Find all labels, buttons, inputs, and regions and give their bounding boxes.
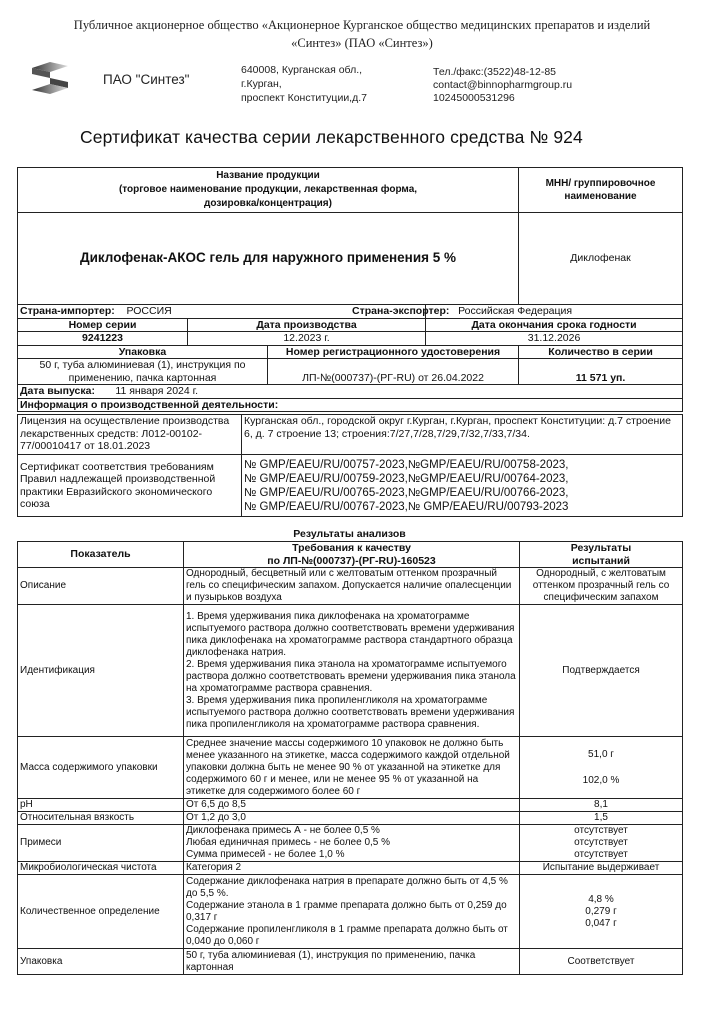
result (520, 825, 683, 862)
header-line: наименование (564, 191, 637, 202)
result-line: 51,0 г (588, 748, 614, 760)
gmp-label: Сертификат соответствия требованиям Правил надлежащей производственной практики Евразийского экономического союза (18, 455, 242, 517)
indicator: Упаковка (18, 949, 184, 975)
result-line: отсутствует (574, 849, 628, 860)
result-line: 4,8 % (588, 893, 614, 905)
header-line: Название продукции (216, 170, 320, 181)
table-row (18, 862, 683, 875)
indicator: Количественное определение (18, 875, 184, 949)
result-line: 0,279 г (585, 905, 617, 917)
gmp-cert: № GMP/EAEU/RU/00765-2023,№GMP/EAEU/RU/00766-2023, (244, 486, 569, 499)
indicator: Идентификация (18, 605, 184, 737)
company-name: ПАО "Синтез" (103, 72, 190, 87)
result: Соответствует (520, 949, 683, 975)
result: 1,5 (520, 812, 683, 825)
req-line: Содержание диклофенака натрия в препарате должно быть от 4,5 % до 5,5 %. (186, 875, 508, 899)
org-line-2: «Синтез» (ПАО «Синтез») (291, 36, 433, 50)
expiry-value: 31.12.2026 (426, 332, 683, 346)
gmp-list (242, 455, 683, 517)
requirement (184, 605, 520, 737)
req-line: Сумма примесей - не более 1,0 % (186, 849, 345, 860)
inn-header (519, 168, 683, 213)
table-row (18, 949, 683, 975)
qty-label: Количество в серии (519, 345, 683, 359)
release-value: 11 января 2024 г. (115, 385, 199, 397)
results-title: Результаты анализов (293, 528, 406, 540)
license-label: Лицензия на осуществление производства лекарственных средств: Л012-00102-77/00010417 от 18.01.2023 (18, 415, 242, 455)
requirement: Среднее значение массы содержимого 10 упаковок не должно быть менее указанного на этикетке, масса содержимого каждой отдельной упаковки должна быть не менее 90 % от указанной на этикетке для содержимого 60 г и менее, или не менее 95 % от указанной на этикетке для содержимого более 60 г (184, 737, 520, 799)
indicator: Описание (18, 568, 184, 605)
exporter-value: Российская Федерация (458, 305, 573, 317)
qty-value: 11 571 уп. (519, 359, 683, 385)
email-link[interactable]: contact@binnopharmgroup.ru (433, 79, 573, 91)
header-line: (торговое наименование продукции, лекарственная форма, (118, 184, 418, 195)
license-address: Курганская обл., городской округ г.Курган, г.Курган, проспект Конституции: д.7 строение 6, д. 7 строение 13; строения:7/27,7/28,7/29,7/32,7/33,7/34. (242, 415, 683, 455)
header-line: испытаний (572, 554, 630, 567)
indicator: Примеси (18, 825, 184, 862)
requirement: Однородный, бесцветный или с желтоватым оттенком прозрачный гель со специфическим запахом. Допускается наличие опалесценции и пузырьков воздуха (184, 568, 520, 605)
indicator: Относительная вязкость (18, 812, 184, 825)
results-table (17, 541, 683, 975)
reg-value: ЛП-№(000737)-(РГ-RU) от 26.04.2022 (268, 359, 519, 385)
phone-fax: Тел./факс:(3522)48-12-85 (433, 66, 557, 78)
result-line: 0,047 г (585, 917, 617, 929)
product-name: Диклофенак-АКОС гель для наружного применения 5 % (18, 213, 519, 305)
ogrn-number: 10245000531296 (433, 92, 515, 104)
table-row (18, 799, 683, 812)
req-line: Содержание пропиленгликоля в 1 грамме препарата должно быть от 0,040 до 0,060 г (186, 923, 508, 947)
org-line-1: Публичное акционерное общество «Акционерное Курганское общество медицинских препаратов и изделий (73, 18, 651, 32)
result-line: отсутствует (574, 825, 628, 836)
organization-header (0, 16, 724, 52)
prod-date-label: Дата производства (188, 318, 426, 332)
certificate-title: Сертификат качества серии лекарственного средства № 924 (80, 127, 583, 147)
activity-label: Информация о производственной деятельности: (18, 398, 683, 412)
req-line: 3. Время удерживания пика пропиленгликоля на хроматограмме испытуемого раствора должно соответствовать времени удерживания пика пропиленгликоля на хроматограмме раствора сравнения. (186, 694, 515, 730)
info-table (17, 304, 683, 412)
address-line: 640008, Курганская обл., (241, 64, 363, 76)
prod-date-value: 12.2023 г. (188, 332, 426, 346)
req-line: Содержание этанола в 1 грамме препарата должно быть от 0,259 до 0,317 г (186, 899, 507, 923)
result: Подтверждается (520, 605, 683, 737)
result: Испытание выдерживает (520, 862, 683, 875)
exporter-cell (352, 305, 683, 319)
header-line: МНН/ группировочное (545, 178, 656, 189)
importer-value: РОССИЯ (126, 305, 172, 317)
license-table (17, 414, 683, 517)
table-row (18, 605, 683, 737)
req-line: 2. Время удерживания пика этанола на хроматограмме испытуемого раствора должно соответствовать времени удерживания пика этанола на хроматограмме раствора сравнения. (186, 658, 516, 694)
release-label: Дата выпуска: (20, 385, 95, 397)
col-indicator: Показатель (18, 542, 184, 568)
req-line: Диклофенака примесь А - не более 0,5 % (186, 825, 380, 836)
synthesis-logo-icon (28, 60, 72, 96)
series-label: Номер серии (18, 318, 188, 332)
importer-label: Страна-импортер: (20, 305, 115, 317)
release-cell (18, 385, 683, 399)
table-row (18, 825, 683, 862)
reg-label: Номер регистрационного удостоверения (268, 345, 519, 359)
inn-value: Диклофенак (519, 213, 683, 305)
exporter-label: Страна-экспортер: (352, 305, 450, 317)
result (520, 737, 683, 799)
result: Однородный, с желтоватым оттенком прозрачный гель со специфическим запахом (520, 568, 683, 605)
requirement: От 1,2 до 3,0 (184, 812, 520, 825)
gmp-cert: № GMP/EAEU/RU/00757-2023,№GMP/EAEU/RU/00758-2023, (244, 458, 569, 471)
table-row (18, 737, 683, 799)
address-line: г.Курган, (241, 78, 282, 90)
indicator: Масса содержимого упаковки (18, 737, 184, 799)
requirement: Категория 2 (184, 862, 520, 875)
gmp-cert: № GMP/EAEU/RU/00767-2023,№ GMP/EAEU/RU/00793-2023 (244, 500, 569, 513)
req-line: 1. Время удерживания пика диклофенака на хроматограмме испытуемого раствора должно соответствовать времени удерживания пика диклофенака на хроматограмме раствора стандартного образца диклофенака натрия. (186, 610, 515, 658)
table-row (18, 875, 683, 949)
header-line: Результаты (570, 542, 632, 554)
requirement (184, 825, 520, 862)
table-row (18, 568, 683, 605)
indicator: Микробиологическая чистота (18, 862, 184, 875)
table-row (18, 812, 683, 825)
gmp-cert: № GMP/EAEU/RU/00759-2023,№GMP/EAEU/RU/00764-2023, (244, 472, 569, 485)
col-requirements (184, 542, 520, 568)
package-label: Упаковка (18, 345, 268, 359)
requirement (184, 875, 520, 949)
product-name-header (18, 168, 519, 213)
result-line: 102,0 % (582, 774, 620, 786)
product-table (17, 167, 683, 305)
req-line: Любая единичная примесь - не более 0,5 % (186, 837, 391, 848)
col-results (520, 542, 683, 568)
expiry-label: Дата окончания срока годности (426, 318, 683, 332)
requirement: От 6,5 до 8,5 (184, 799, 520, 812)
result-line: отсутствует (574, 837, 628, 848)
address-line: проспект Конституции,д.7 (241, 92, 367, 104)
header-line: по ЛП-№(000737)-(РГ-RU)-160523 (267, 554, 436, 567)
header-line: дозировка/концентрация) (204, 198, 332, 209)
header-line: Требования к качеству (292, 542, 411, 554)
company-address (241, 63, 367, 105)
indicator: pH (18, 799, 184, 812)
package-value: 50 г, туба алюминиевая (1), инструкция по применению, пачка картонная (18, 359, 268, 385)
company-contacts (433, 66, 572, 105)
result (520, 875, 683, 949)
result: 8,1 (520, 799, 683, 812)
series-value: 9241223 (18, 332, 188, 346)
requirement: 50 г, туба алюминиевая (1), инструкция по применению, пачка картонная (184, 949, 520, 975)
